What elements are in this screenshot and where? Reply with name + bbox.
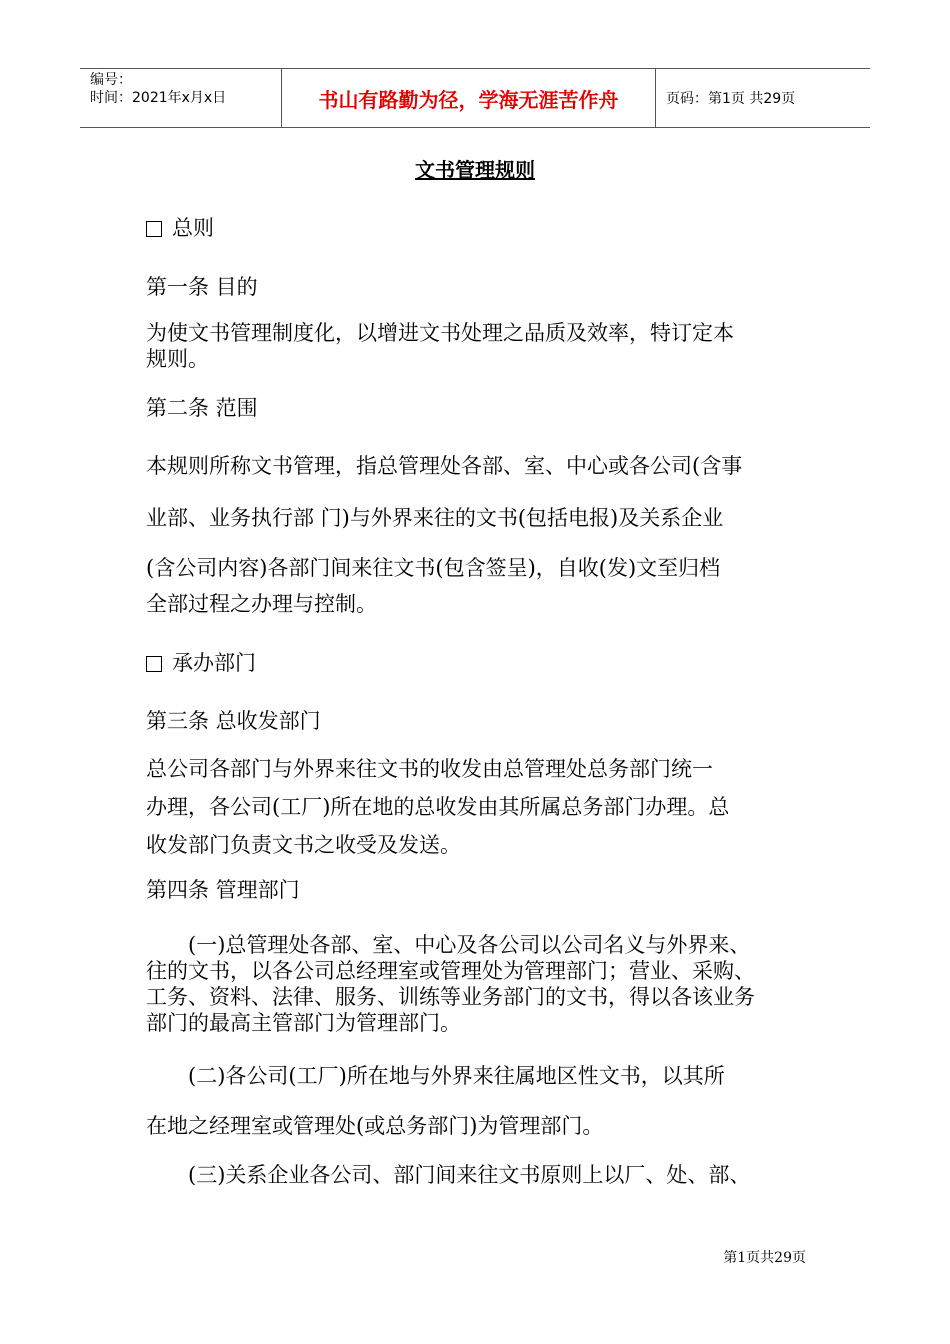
paragraph-line: (二)各公司(工厂)所在地与外界来往属地区性文书，以其所	[146, 1064, 725, 1088]
paragraph-line: 工务、资料、法律、服务、训练等业务部门的文书，得以各该业务	[146, 985, 755, 1009]
paragraph-line: 业部、业务执行部 门)与外界来往的文书(包括电报)及关系企业	[146, 506, 724, 530]
article-2-body	[146, 550, 816, 622]
section-general	[146, 214, 214, 242]
paragraph-line: 规则。	[146, 347, 209, 371]
article-4-title: 第四条 管理部门	[146, 878, 300, 902]
paragraph-line: 收发部门负责文书之收受及发送。	[146, 833, 461, 857]
page-label: 页码：第1页 共29页	[666, 91, 796, 107]
paragraph-line: (一)总管理处各部、室、中心及各公司以公司名义与外界来、	[146, 933, 751, 957]
motto: 书山有路勤为径，学海无涯苦作舟	[282, 69, 656, 127]
header-table	[80, 68, 870, 128]
section-general-label: 总则	[172, 216, 214, 240]
article-3-title: 第三条 总收发部门	[146, 709, 321, 733]
doc-title: 文书管理规则	[415, 158, 535, 182]
header-meta	[80, 69, 282, 127]
paragraph-line: (三)关系企业各公司、部门间来往文书原则上以厂、处、部、	[146, 1163, 751, 1187]
paragraph-line: 办理，各公司(工厂)所在地的总收发由其所属总务部门办理。总	[146, 795, 730, 819]
section-undertaking	[146, 649, 256, 677]
paragraph-line: 为使文书管理制度化，以增进文书处理之品质及效率，特订定本	[146, 321, 734, 345]
article-1-title: 第一条 目的	[146, 275, 258, 299]
article-4-item-1	[146, 932, 816, 1036]
paragraph-line: 本规则所称文书管理，指总管理处各部、室、中心或各公司(含事	[146, 454, 743, 478]
number-label: 编号：	[90, 72, 132, 88]
article-2-title: 第二条 范围	[146, 396, 258, 420]
article-3-body	[146, 750, 816, 864]
paragraph-line: 往的文书，以各公司总经理室或管理处为管理部门；营业、采购、	[146, 959, 755, 983]
checkbox-icon	[146, 221, 162, 237]
paragraph-line: 在地之经理室或管理处(或总务部门)为管理部门。	[146, 1114, 604, 1138]
article-1-body	[146, 320, 816, 372]
paragraph-line: 全部过程之办理与控制。	[146, 592, 377, 616]
paragraph-line: (含公司内容)各部门间来往文书(包含签呈)，自收(发)文至归档	[146, 556, 721, 580]
paragraph-line: 部门的最高主管部门为管理部门。	[146, 1011, 461, 1035]
paragraph-line: 总公司各部门与外界来往文书的收发由总管理处总务部门统一	[146, 757, 713, 781]
page-footer: 第1页共29页	[723, 1250, 806, 1266]
checkbox-icon	[146, 656, 162, 672]
time-label: 时间：2021年x月x日	[90, 90, 227, 106]
section-undertaking-label: 承办部门	[172, 651, 256, 675]
